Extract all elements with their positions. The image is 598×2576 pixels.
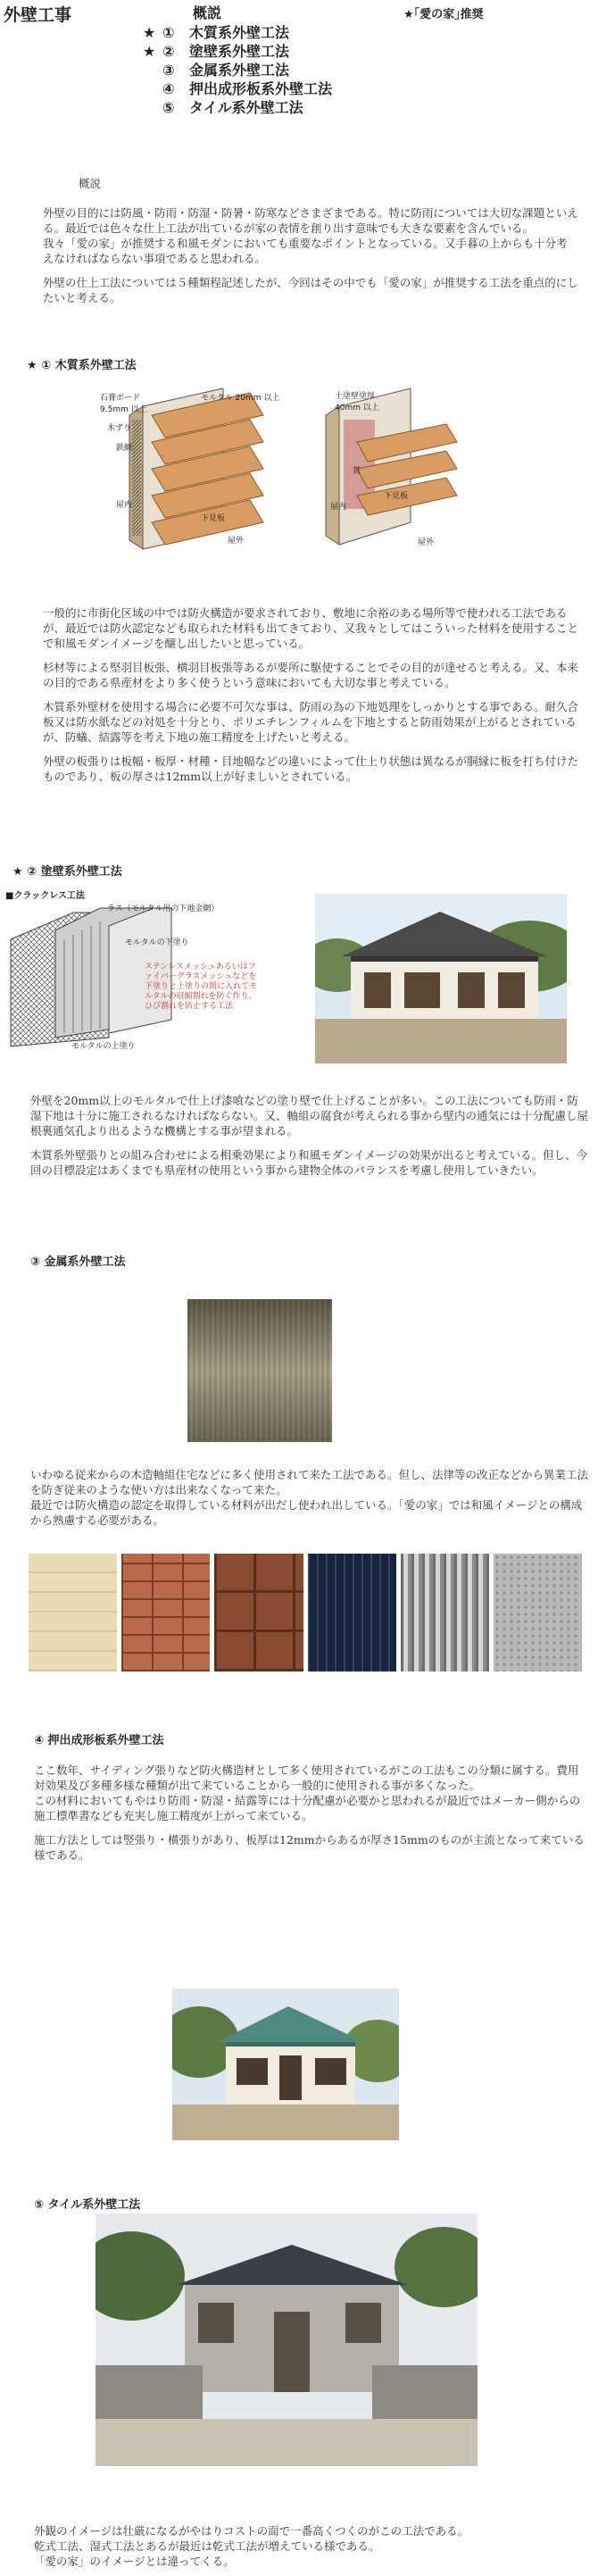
toc-item[interactable]: ④ 押出成形板系外壁工法 <box>162 80 333 97</box>
label-sheet: 下見板 <box>201 514 226 523</box>
tile-paragraph: 「愛の家」のイメージとは違ってくる。 <box>34 2555 235 2568</box>
overview-label: 概説 <box>193 4 222 21</box>
label-outdoor: 屋外 <box>418 538 435 547</box>
label-mesh: ステンレスメッシュあるいはファイバーグラスメッシュなどを下塗りと上塗りの間に入れてモルタルの収縮割れを防ぐ作り。ひび割れを防止する工法 <box>145 963 258 1011</box>
intro-heading: 概説 <box>79 177 102 190</box>
toc-item[interactable]: ★ ① 木質系外壁工法 <box>143 24 290 41</box>
section-heading-tile: ⑤ タイル系外壁工法 <box>34 2198 141 2212</box>
plaster-paragraph: 木質系外壁張りとの組み合わせによる相乗効果により和風モダンイメージの効果が出ると考えている。但し、今回の目標設定はあくまでも県産材の使用という事から建物全体のバランスを考慮し使用していきたい。 <box>30 1148 588 1177</box>
extruded-paragraph: ここ数年、サイディング張りなど防火構造材として多く使用されているがこの工法もこの分類に属する。費用対効果及び多種多様な種類が出て来ていることから一般的に使用される事が多くなった。 <box>34 1763 579 1792</box>
wood-paragraph: 一般的に市街化区域の中では防火構造が要求されており、敷地に余裕のある場所等で使われる工法であるが、最近では防火認定なども取られた材料も出てきており、又我々としてはこういった材料を使用することで和風モダンイメージを醸し出したいと思っている。 <box>43 606 579 650</box>
siding-samples <box>29 1554 582 1671</box>
siding-sample <box>121 1554 210 1671</box>
intro-paragraph: 我々「愛の家」が推奨する和風モダンにおいても重要なポイントとなっている。又手暮の上からも十分考えなければならない事項であると思われる。 <box>43 237 568 265</box>
metal-paragraph: いわゆる従来からの木造軸組住宅などに多く使用されて来た工法である。但し、法律等の改正などから異業工法を防ぎ従来のような使い方は出来なくなって来た。 <box>30 1468 589 1496</box>
wood-paragraph: 杉材等による堅羽目板張、横羽目板張等あるが要所に駆使することでその目的が達せると考える。又、本来の目的である県産材をより多く使うという意味においても大切な事と考えている。 <box>43 661 579 689</box>
plaster-paragraph: 外壁を20mm以上のモルタルで仕上げ漆喰などの塗り壁で仕上げることが多い。この工法についても防雨・防湿下地は十分に施工されるなければならない。又、軸組の腐食が考えられる事から壁内の通気には十分配慮し屋根裏通気孔より出るような機構とする事が望まれる。 <box>30 1094 589 1138</box>
metal-siding-photo <box>187 1299 332 1442</box>
wood-text <box>43 605 583 793</box>
label-furring: 木ずり <box>107 424 132 433</box>
wood-paragraph: 外壁の板張りは板幅・板厚・材種・目地幅などの違いによって仕上り状態は異なるが胴縁に板を打ち付けたものであり、板の厚さは12mm以上が好ましいとされている。 <box>43 754 579 783</box>
tile-paragraph: 外観のイメージは壮厳になるがやはりコストの面で一番高くつくのがこの工法である。 <box>34 2524 469 2538</box>
page-title: 外壁工事 <box>4 5 72 25</box>
house-photo-tile <box>96 2213 478 2466</box>
intro-text <box>43 205 578 314</box>
siding-sample <box>308 1554 396 1671</box>
extruded-text <box>34 1763 587 1872</box>
label-mortar: モルタル 20mm 以上 <box>201 394 280 403</box>
label-indoor: 屋内 <box>116 501 133 510</box>
wood-paragraph: 木質系外壁材を使用する場合に必要不可欠な事は、防雨の為の下地処理をしっかりとする事である。耐久合板又は防水紙などの対処を十分とり、ポリエチレンフィルムを下地とすると防雨効果が上がるとされているが、防蟻、結露等を考え下地の施工精度を上げたいと考える。 <box>43 700 579 744</box>
house-photo-plaster <box>315 894 567 1063</box>
recommend-label: ★｢愛の家｣推奨 <box>403 8 484 21</box>
label-indoor: 屋内 <box>330 503 347 512</box>
section-heading-metal: ③ 金属系外壁工法 <box>30 1255 126 1269</box>
table-of-contents <box>143 23 332 117</box>
intro-paragraph: 外壁の仕上工法については５種類程記述したが、今回はその中でも「愛の家」が推奨する工法を重点的にしたいと考える。 <box>43 276 578 304</box>
tile-paragraph: 乾式工法、湿式工法とあるが最近は乾式工法が増えている様である。 <box>34 2539 380 2553</box>
label-gypsum: 石膏ボード 9.5mm 以上 <box>100 394 147 414</box>
toc-item[interactable]: ★ ② 塗壁系外壁工法 <box>143 43 290 60</box>
label-soil: 土塗壁塗厚 40mm 以上 <box>335 392 379 413</box>
siding-sample <box>214 1554 303 1671</box>
house-photo-extruded <box>172 1988 399 2140</box>
siding-sample <box>29 1554 117 1671</box>
siding-sample <box>494 1554 582 1671</box>
extruded-paragraph: この材料においてもやはり防雨・防湿・結露等には十分配慮が必要かと思われるが最近ではメーカー側からの施工標準書なども充実し施工精度が上がって来ている。 <box>34 1794 581 1822</box>
extruded-paragraph: 施工方法としては竪張り・横張りがあり、板厚は12mmからあるが厚さ15mmのものが主流となって来ている様である。 <box>34 1833 585 1862</box>
section-heading-extruded: ④ 押出成形板系外壁工法 <box>34 1734 164 1747</box>
section-heading-wood: ★ ① 木質系外壁工法 <box>27 359 137 372</box>
label-outdoor: 屋外 <box>228 537 245 546</box>
label-gradation: 貫 <box>353 467 361 476</box>
label-sheet: 下見板 <box>384 492 409 501</box>
label-lath: ラス（モルタル用の下地金網） <box>107 905 220 913</box>
diagram-left <box>129 388 263 549</box>
plaster-text <box>30 1093 588 1187</box>
intro-paragraph: 外壁の目的には防風・防雨・防湿・防暑・防寒などさまざまである。特に防雨については大切な課題といえる。最近では色々な仕上工法が出ているが家の表情を創り出す意味でも大きな要素を含んでいる。 <box>43 206 578 235</box>
crackless-title: ■クラックレス工法 <box>5 891 85 901</box>
label-top: モルタルの上塗り <box>71 1042 136 1051</box>
toc-item[interactable]: ⑤ タイル系外壁工法 <box>162 99 303 116</box>
label-under: モルタルの下塗り <box>125 938 189 947</box>
label-steel: 鉄網 <box>116 444 133 453</box>
toc-item[interactable]: ③ 金属系外壁工法 <box>162 62 290 79</box>
section-heading-plaster: ★ ② 塗壁系外壁工法 <box>12 865 122 879</box>
metal-paragraph: 最近では防火構造の認定を取得している材料が出だし使われ出している。「愛の家」では和風イメージとの構成から熟慮する必要がある。 <box>30 1498 583 1527</box>
siding-sample <box>401 1554 489 1671</box>
metal-text <box>30 1467 588 1537</box>
tile-text <box>34 2523 587 2569</box>
